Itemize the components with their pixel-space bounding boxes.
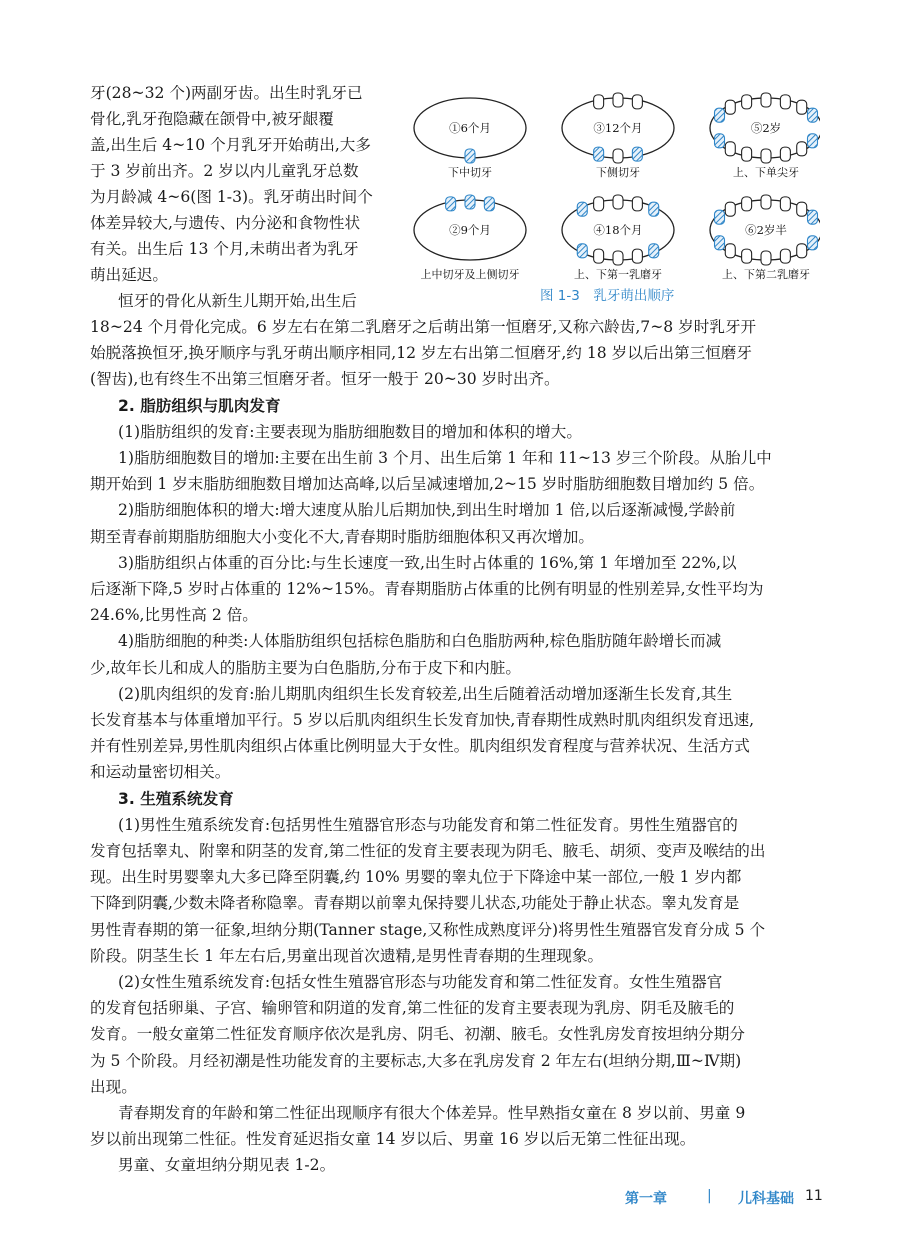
- text-line: 现。出生时男婴睾丸大多已降至阴囊,约 10% 男婴的睾丸位于下降途中某一部位,一般 1 岁内都: [90, 868, 742, 887]
- panel-age-label: ⑥2岁半: [745, 223, 787, 237]
- eruption-panel: [414, 195, 526, 281]
- text-line: (2)女性生殖系统发育:包括女性生殖器官形态与功能发育和第二性征发育。女性生殖器官: [118, 973, 723, 991]
- text-line: 并有性别差异,男性肌肉组织占体重比例明显大于女性。肌肉组织发育程度与营养状况、生活方式: [90, 737, 750, 756]
- panel-tooth-label: 下侧切牙: [596, 166, 640, 179]
- panel-age-label: ⑤2岁: [750, 121, 782, 135]
- footer-title: 儿科基础: [738, 1191, 794, 1207]
- panel-tooth-label: 上、下第二乳磨牙: [722, 268, 810, 281]
- footer-chapter: 第一章: [625, 1191, 667, 1207]
- tooth-eruption-figure: [400, 80, 820, 304]
- text-line: 萌出延迟。: [90, 266, 168, 284]
- section-heading: [118, 393, 820, 419]
- text-line: 期至青春前期脂肪细胞大小变化不大,青春期时脂肪细胞体积又再次增加。: [90, 527, 594, 546]
- text-line: 的发育包括卵巢、子宫、输卵管和阴道的发育,第二性征的发育主要表现为乳房、阴毛及腋毛的: [90, 999, 735, 1018]
- text-line: 体差异较大,与遗传、内分泌和食物性状: [90, 214, 361, 232]
- text-line: (2)肌肉组织的发育:胎儿期肌肉组织生长发育较差,出生后随着活动增加逐渐生长发育,其生: [118, 684, 733, 703]
- text-line: 少,故年长儿和成人的脂肪主要为白色脂肪,分布于皮下和内脏。: [90, 658, 521, 677]
- eruption-panel: [562, 93, 674, 179]
- page-footer: [600, 1188, 830, 1212]
- text-line: 下降到阴囊,少数未降者称隐睾。青春期以前睾丸保持婴儿状态,功能处于静止状态。睾丸发育是: [90, 894, 740, 913]
- text-line: 18~24 个月骨化完成。6 岁左右在第二乳磨牙之后萌出第一恒磨牙,又称六龄齿,7~8 岁时乳牙开: [90, 318, 757, 336]
- panel-age-label: ②9个月: [449, 223, 491, 237]
- text-line: 24.6%,比男性高 2 倍。: [90, 606, 258, 625]
- heading-text: 3. 生殖系统发育: [118, 789, 234, 808]
- text-line: 4)脂肪细胞的种类:人体脂肪组织包括棕色脂肪和白色脂肪两种,棕色脂肪随年龄增长而减: [118, 632, 722, 651]
- panel-tooth-label: 上、下第一乳磨牙: [574, 268, 662, 281]
- text-line: 有关。出生后 13 个月,未萌出者为乳牙: [90, 240, 359, 258]
- text-line: 岁以前出现第二性征。性发育延迟指女童 14 岁以后、男童 16 岁以后无第二性征出现。: [90, 1130, 696, 1149]
- eruption-panel: [710, 195, 820, 281]
- panel-age-label: ④18个月: [593, 223, 643, 237]
- heading-text: 2. 脂肪组织与肌肉发育: [118, 396, 281, 415]
- eruption-panel: [562, 195, 674, 281]
- panel-tooth-label: 下中切牙: [448, 166, 492, 179]
- text-line: 3)脂肪组织占体重的百分比:与生长速度一致,出生时占体重的 16%,第 1 年增加至 22%,以: [118, 553, 737, 572]
- text-line: 和运动量密切相关。: [90, 763, 231, 782]
- text-line: 发育包括睾丸、附睾和阴茎的发育,第二性征的发育主要表现为阴毛、腋毛、胡须、变声及喉结的出: [90, 842, 766, 860]
- panel-tooth-label: 上中切牙及上侧切牙: [420, 268, 520, 281]
- text-line: 为 5 个阶段。月经初潮是性功能发育的主要标志,大多在乳房发育 2 年左右(坦纳分期,Ⅲ~Ⅳ期): [90, 1051, 742, 1070]
- text-line: 期开始到 1 岁末脂肪细胞数目增加达高峰,以后呈减速增加,2~15 岁时脂肪细胞数目增加约 5 倍。: [90, 475, 765, 494]
- text-line: 牙(28~32 个)两副牙齿。出生时乳牙已: [90, 84, 363, 102]
- text-line: 为月龄减 4~6(图 1-3)。乳牙萌出时间个: [90, 188, 373, 206]
- footer-separator: |: [707, 1188, 712, 1204]
- panel-age-label: ③12个月: [593, 121, 643, 135]
- eruption-panel: [414, 98, 526, 179]
- text-line: (1)脂肪组织的发育:主要表现为脂肪细胞数目的增加和体积的增大。: [118, 422, 582, 441]
- text-line: 于 3 岁前出齐。2 岁以内儿童乳牙总数: [90, 162, 359, 180]
- figure-caption: 图 1-3 乳牙萌出顺序: [540, 288, 675, 304]
- text-line: 后逐渐下降,5 岁时占体重的 12%~15%。青春期脂肪占体重的比例有明显的性别差异,女性平均为: [90, 580, 764, 598]
- text-line: 盖,出生后 4~10 个月乳牙开始萌出,大多: [90, 136, 371, 154]
- text-line: 男性青春期的第一征象,坦纳分期(Tanner stage,又称性成熟度评分)将男性生殖器官发育分成 5 个: [90, 920, 766, 939]
- text-line: 发育。一般女童第二性征发育顺序依次是乳房、阴毛、初潮、腋毛。女性乳房发育按坦纳分期分: [90, 1025, 745, 1044]
- text-line: 长发育基本与体重增加平行。5 岁以后肌肉组织生长发育加快,青春期性成熟时肌肉组织发育迅速,: [90, 711, 755, 729]
- text-line: 1)脂肪细胞数目的增加:主要在出生前 3 个月、出生后第 1 年和 11~13 岁三个阶段。从胎儿中: [118, 449, 772, 467]
- page-number: 11: [805, 1188, 823, 1204]
- panel-tooth-label: 上、下单尖牙: [733, 166, 799, 179]
- panel-age-label: ①6个月: [449, 121, 491, 135]
- text-line: 阶段。阴茎生长 1 年左右后,男童出现首次遗精,是男性青春期的生理现象。: [90, 946, 604, 965]
- text-line: 骨化,乳牙孢隐藏在颌骨中,被牙龈覆: [90, 110, 334, 128]
- text-line: 恒牙的骨化从新生儿期开始,出生后: [118, 292, 357, 310]
- text-line: 2)脂肪细胞体积的增大:增大速度从胎儿后期加快,到出生时增加 1 倍,以后逐渐减慢,学龄前: [118, 501, 736, 520]
- section-heading: [118, 786, 820, 812]
- text-line: (1)男性生殖系统发育:包括男性生殖器官形态与功能发育和第二性征发育。男性生殖器官的: [118, 815, 738, 834]
- text-line: 出现。: [90, 1077, 137, 1096]
- text-line: 始脱落换恒牙,换牙顺序与乳牙萌出顺序相同,12 岁左右出第二恒磨牙,约 18 岁以后出第三恒磨牙: [90, 344, 752, 363]
- eruption-panel: [710, 93, 820, 179]
- text-line: 男童、女童坦纳分期见表 1-2。: [118, 1156, 336, 1175]
- tooth-eruption-diagram: [400, 80, 820, 304]
- text-line: (智齿),也有终生不出第三恒磨牙者。恒牙一般于 20~30 岁时出齐。: [90, 370, 560, 389]
- text-line: 青春期发育的年龄和第二性征出现顺序有很大个体差异。性早熟指女童在 8 岁以前、男童 9: [118, 1104, 746, 1122]
